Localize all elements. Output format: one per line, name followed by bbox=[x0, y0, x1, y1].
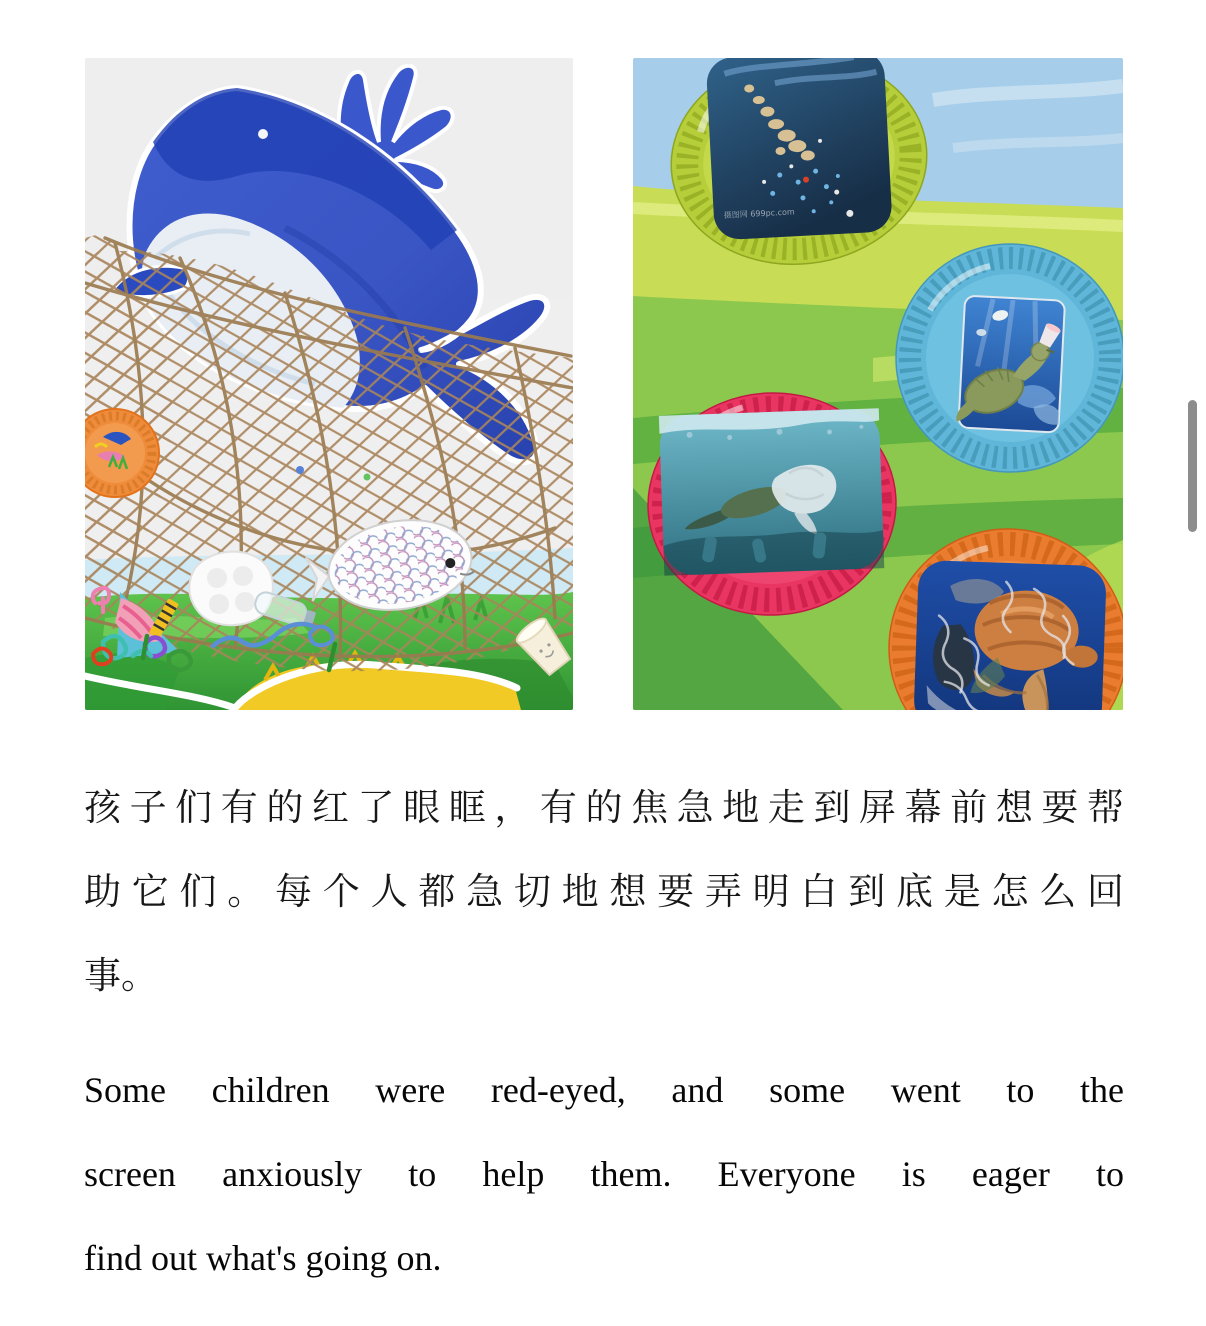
chinese-line: 孩子们有的红了眼眶，有的焦急地走到屏幕前想要帮 bbox=[84, 786, 1124, 829]
chinese-paragraph bbox=[84, 766, 1124, 1018]
craft-photo-plates bbox=[633, 58, 1123, 710]
english-line: Some children were red-eyed, and some went to the bbox=[84, 1070, 1124, 1110]
turtle-bag-photo bbox=[659, 408, 884, 576]
scrollbar-thumb[interactable] bbox=[1188, 400, 1197, 532]
turtle-cup-photo bbox=[956, 295, 1065, 432]
chinese-line: 助它们。每个人都急切地想要弄明白到底是怎么回 bbox=[84, 870, 1124, 913]
photo-watermark: 摄图网 699pc.com bbox=[723, 207, 795, 221]
net-bead-blue bbox=[296, 466, 304, 474]
whale-craft-illustration bbox=[85, 58, 573, 710]
craft-photo-whale-net bbox=[85, 58, 573, 710]
whale-eye bbox=[258, 129, 268, 139]
net-bead-green bbox=[364, 474, 371, 481]
chinese-line: 事。 bbox=[84, 954, 158, 997]
english-paragraph bbox=[84, 1048, 1124, 1300]
english-line: find out what's going on. bbox=[84, 1238, 442, 1278]
english-line: screen anxiously to help them. Everyone is eager to bbox=[84, 1154, 1124, 1194]
turtle-net-photo bbox=[913, 560, 1107, 710]
ocean-pollution-photo bbox=[706, 58, 893, 241]
blue-paper-plate bbox=[896, 244, 1123, 472]
paper-plates-illustration bbox=[633, 58, 1123, 710]
